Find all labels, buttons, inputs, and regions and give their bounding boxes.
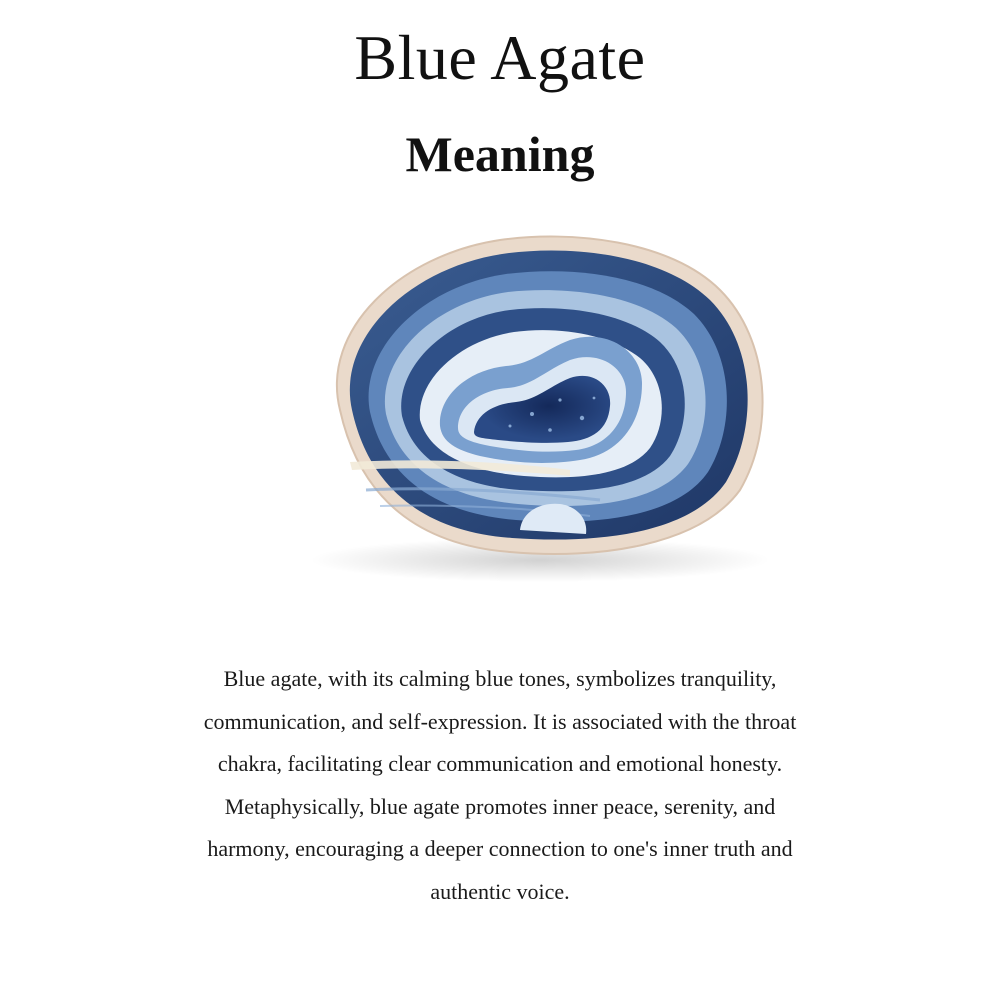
- page-subtitle: Meaning: [405, 126, 595, 182]
- page-title: Blue Agate: [354, 22, 646, 93]
- description-text: Blue agate, with its calming blue tones, symbolizes tranquility, communication, and self-expression. It is associated with the throat chakra, facilitating clear communication and emotional honesty. Metaphysically, blue agate promotes inner peace, serenity, and harmony, encouraging a deeper connection to one's inner truth and authentic voice.: [203, 666, 797, 904]
- agate-image: [270, 200, 790, 600]
- agate-slice-icon: [270, 200, 790, 600]
